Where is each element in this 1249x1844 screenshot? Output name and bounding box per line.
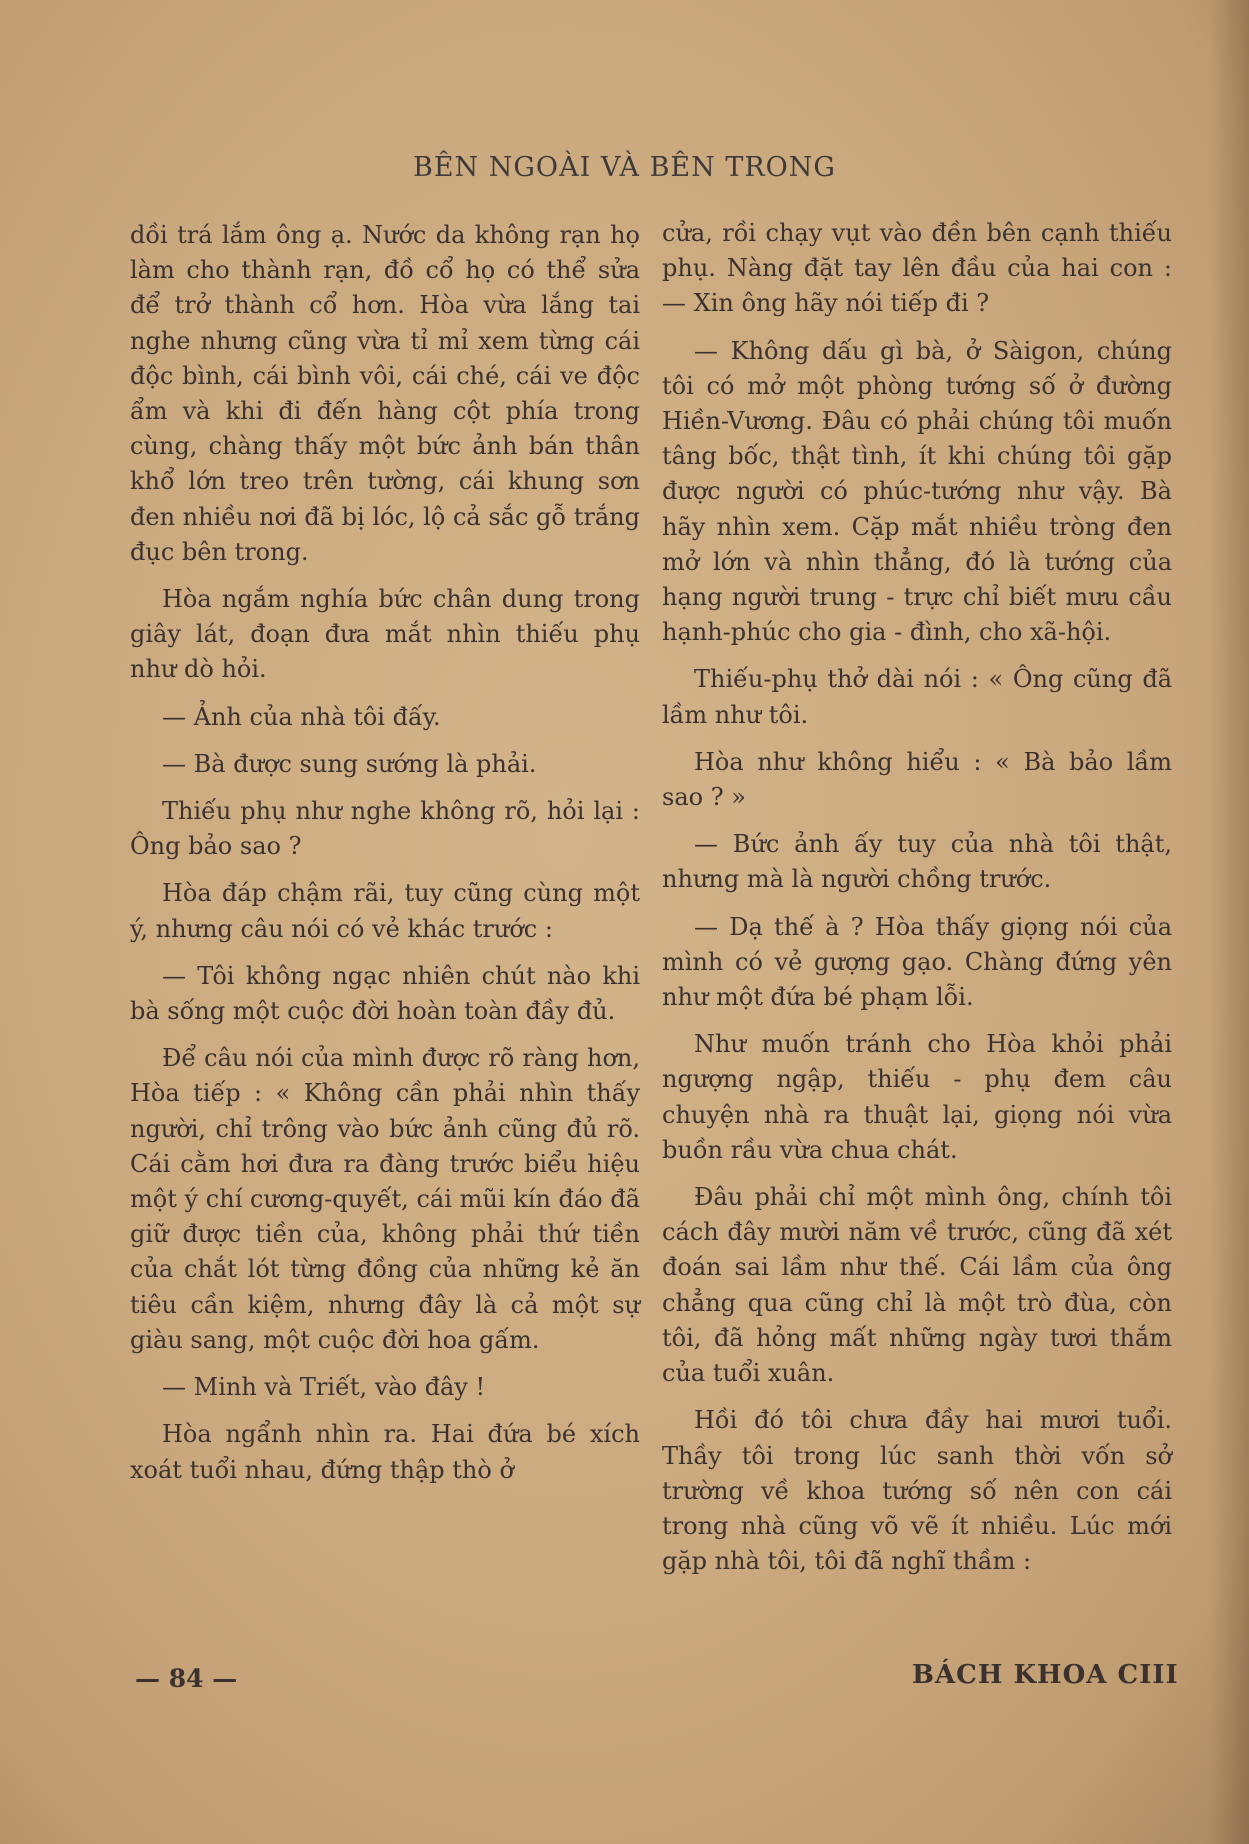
paragraph: — Tôi không ngạc nhiên chút nào khi bà sống một cuộc đời hoàn toàn đầy đủ. [130,961,640,1026]
paragraph: Hồi đó tôi chưa đầy hai mươi tuổi. Thầy tôi trong lúc sanh thời vốn sở trường về khoa tướng số nên con cái trong nhà cũng võ vẽ ít nhiều. Lúc mới gặp nhà tôi, tôi đã nghĩ thầm : [662,1406,1172,1576]
paragraph: — Minh và Triết, vào đây ! [162,1373,486,1402]
paragraph: Để câu nói của mình được rõ ràng hơn, Hòa tiếp : « Không cần phải nhìn thấy người, chỉ trông vào bức ảnh cũng đủ rõ. Cái cằm hơi đưa ra đàng trước biểu hiệu một ý chí cương-quyết, cái mũi kín đáo đã giữ được tiền của, không phải thứ tiền của chắt lót từng đồng của những kẻ ăn tiêu cần kiệm, nhưng đây là cả một sự giàu sang, một cuộc đời hoa gấm. [130,1044,640,1354]
paragraph: dồi trá lắm ông ạ. Nước da không rạn họ làm cho thành rạn, đồ cổ họ có thể sửa để trở thành cổ hơn. Hòa vừa lắng tai nghe nhưng cũng vừa tỉ mỉ xem từng cái độc bình, cái bình vôi, cái ché, cái ve độc ẩm và khi đi đến hàng cột phía trong cùng, chàng thấy một bức ảnh bán thân khổ lớn treo trên tường, cái khung sơn đen nhiều nơi đã bị lóc, lộ cả sắc gỗ trắng đục bên trong. [130,221,640,566]
running-header: BÊN NGOÀI VÀ BÊN TRONG [412,152,836,183]
paragraph: cửa, rồi chạy vụt vào đền bên cạnh thiếu phụ. Nàng đặt tay lên đầu của hai con : — Xin ông hãy nói tiếp đi ? [662,219,1172,318]
paragraph: — Bức ảnh ấy tuy của nhà tôi thật, nhưng mà là người chồng trước. [662,830,1172,894]
paragraph: Như muốn tránh cho Hòa khỏi phải ngượng ngập, thiếu - phụ đem câu chuyện nhà ra thuật lại, giọng nói vừa buồn rầu vừa chua chát. [662,1030,1172,1164]
page-edge-shadow [1209,0,1249,1844]
paragraph: — Dạ thế à ? Hòa thấy giọng nói của mình có vẻ gượng gạo. Chàng đứng yên như một đứa bé phạm lỗi. [662,912,1172,1012]
paragraph: Thiếu phụ như nghe không rõ, hỏi lại : Ông bảo sao ? [130,797,640,861]
right-column [662,216,1172,1591]
paragraph: — Không dấu gì bà, ở Sàigon, chúng tôi có mở một phòng tướng số ở đường Hiền-Vương. Đâu có phải chúng tôi muốn tâng bốc, thật tình, ít khi chúng tôi gặp được người có phúc-tướng như vậy. Bà hãy nhìn xem. Cặp mắt nhiều tròng đen mở lớn và nhìn thẳng, đó là tướng của hạng người trung - trực chỉ biết mưu cầu hạnh-phúc cho gia - đình, cho xã-hội. [662,336,1172,647]
left-column [130,218,640,1500]
paragraph: Đâu phải chỉ một mình ông, chính tôi cách đây mười năm về trước, cũng đã xét đoán sai lầm như thế. Cái lầm của ông chẳng qua cũng chỉ là một trò đùa, còn tôi, đã hỏng mất những ngày tươi thắm của tuổi xuân. [662,1183,1172,1388]
paragraph: Hòa như không hiểu : « Bà bảo lầm sao ? » [662,747,1172,812]
paragraph: Hòa ngẩnh nhìn ra. Hai đứa bé xích xoát tuổi nhau, đứng thập thò ở [130,1420,640,1484]
paragraph: — Bà được sung sướng là phải. [162,749,537,778]
paragraph: Hòa đáp chậm rãi, tuy cũng cùng một ý, nhưng câu nói có vẻ khác trước : [130,879,640,943]
page-number: — 84 — [135,1664,238,1693]
magazine-title: BÁCH KHOA CIII [912,1660,1179,1690]
paragraph: — Ảnh của nhà tôi đấy. [162,702,441,731]
paragraph: Hòa ngắm nghía bức chân dung trong giây lát, đoạn đưa mắt nhìn thiếu phụ như dò hỏi. [130,585,640,684]
paragraph: Thiếu-phụ thở dài nói : « Ông cũng đã lầm như tôi. [662,665,1172,729]
